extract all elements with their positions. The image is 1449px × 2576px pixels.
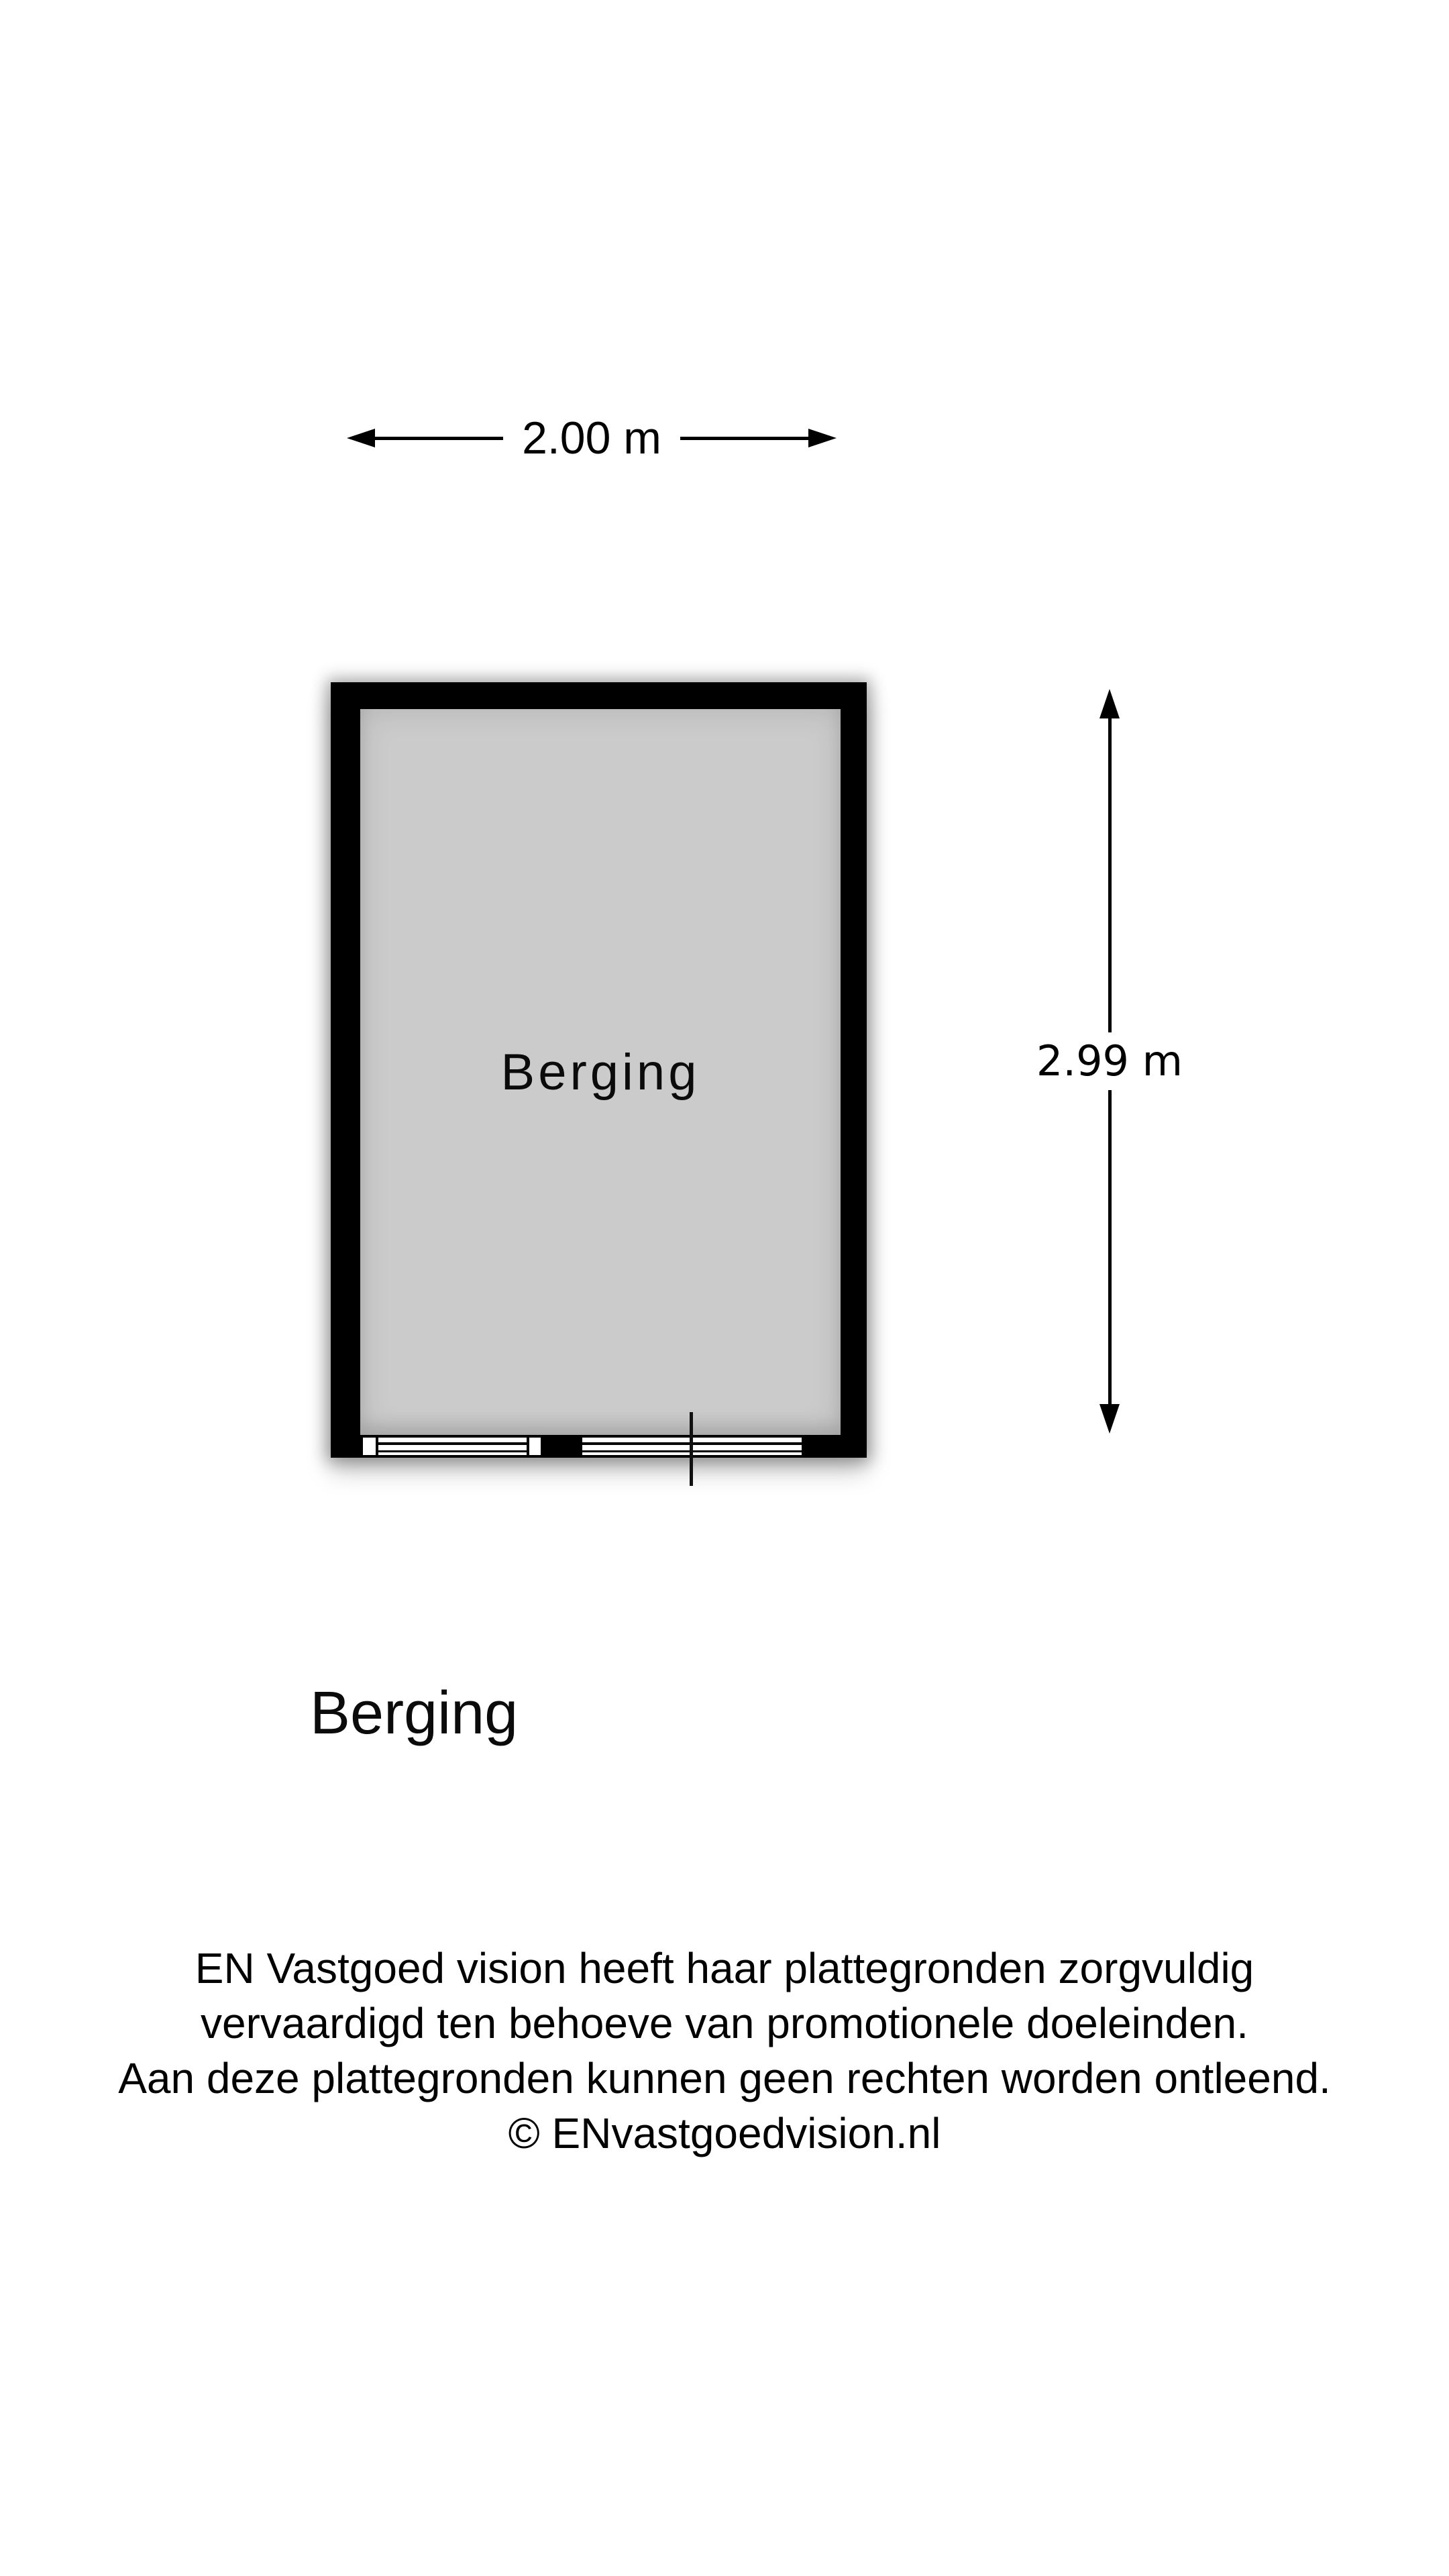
dimension-line-top: [1108, 718, 1112, 1032]
disclaimer: [0, 1941, 1449, 2161]
height-dimension: [1032, 689, 1187, 1434]
width-dimension-label: 2.00 m: [522, 413, 661, 464]
plan-caption: Berging: [310, 1680, 519, 1747]
height-dimension-label: 2.99 m: [1036, 1036, 1183, 1085]
arrow-up-icon: [1099, 689, 1120, 718]
dimension-line-right: [680, 437, 808, 440]
room-label: Berging: [500, 1043, 700, 1101]
disclaimer-line: EN Vastgoed vision heeft haar plattegronden zorgvuldig: [195, 1944, 1254, 1992]
arrow-down-icon: [1099, 1404, 1120, 1434]
dimension-line-left: [375, 437, 503, 440]
bottom-wall: [331, 1435, 867, 1458]
window-left: [378, 1435, 527, 1458]
wall-segment: [802, 1435, 867, 1458]
window-frame-cap: [360, 1435, 378, 1458]
arrow-right-icon: [808, 429, 837, 447]
width-dimension: [347, 411, 837, 465]
disclaimer-line: Aan deze plattegronden kunnen geen rechten worden ontleend.: [118, 2054, 1331, 2102]
wall-pier: [543, 1435, 582, 1458]
window-frame-cap: [527, 1435, 543, 1458]
wall-segment: [331, 1435, 360, 1458]
disclaimer-line: vervaardigd ten behoeve van promotionele doeleinden.: [201, 1999, 1248, 2047]
disclaimer-copyright: © ENvastgoedvision.nl: [508, 2109, 941, 2157]
floor-plan: [331, 682, 867, 1458]
arrow-left-icon: [347, 429, 375, 447]
dimension-line-bottom: [1108, 1090, 1112, 1404]
